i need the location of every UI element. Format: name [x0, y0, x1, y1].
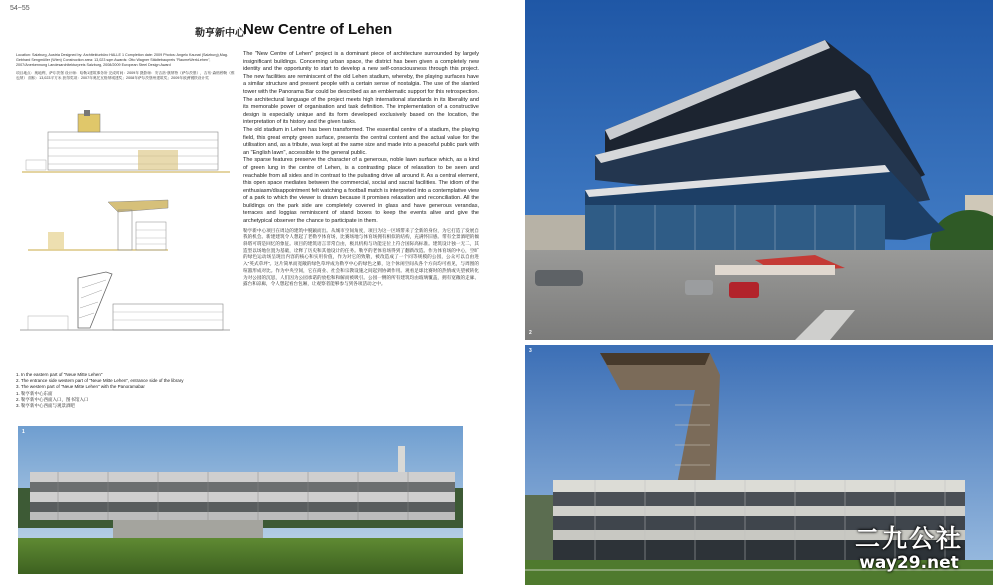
watermark [855, 525, 963, 573]
left-page [0, 0, 487, 585]
project-metadata [16, 53, 238, 81]
body-paragraph: The sparse features preserve the character of a generous, noble lawn surface which, as a kind of green lung in the centre of Lehen, is a contrasting place of relaxation to be seen and reachable from all sides and in contrast to the pulsating drive all around it. As a central element, this open space mediates between the commercial, social and sacral facilities. The idiom of the enthusiasm/disappointment felt watching a football match is interpreted into a contemplative view of a park to which the viewer is drawn because it promises relaxation and reconciliation. All the buildings on the park side are completely covered in glass and have generous verandas, terraces and loggias reminiscent of stand boxes to keep the events alive and give the archetypical observer the chance to participate in them. [243, 157, 479, 225]
title-chinese: 勒亨新中心 [195, 28, 245, 39]
photo-panoramabar [525, 345, 993, 585]
page-title: New Centre of Lehen [243, 21, 393, 38]
section-drawing-tower [18, 192, 234, 262]
caption: 2. 勒亨新中心西面入口，图书馆入口 [16, 396, 89, 402]
page-number: 54~55 [10, 5, 30, 12]
caption: 3. The western part of "Neue Mitte Lehen" with the Panoramabar [16, 384, 145, 390]
photo-entrance-west-image [525, 0, 993, 340]
elevation-drawing [18, 110, 234, 180]
body-text [243, 51, 479, 288]
watermark-url: way29.net [859, 553, 959, 573]
photo-number: 2 [529, 330, 532, 336]
photo-east-building-image [18, 426, 463, 574]
photo-captions [16, 372, 183, 409]
page-gutter [487, 0, 523, 585]
body-paragraph: The architectural language of the project meets high international standards in its liberality and its memorable power of organisation and task definition. The implementation of a constructive design is especially unique and its form developed exclusively based on the location, the interpretation of its history and the given tasks. [243, 96, 479, 126]
photo-east-building [18, 426, 463, 574]
caption: 1. 勒亨新中心东面 [16, 390, 53, 396]
photo-number: 3 [529, 348, 532, 354]
right-page [523, 0, 993, 585]
caption: 3. 勒亨新中心西面与观景酒吧 [16, 403, 76, 409]
section-drawing-slanted-tower [18, 268, 234, 338]
caption: 2. The entrance side western part of "Neue Mitte Lehen", entrance side of the library [16, 378, 184, 384]
metadata-chinese: 项目地点：奥地利，萨尔茨堡 设计师：哈勒1建筑事务所 完成时间：2009年 摄影师：安吉洛·康纳特（萨尔茨堡），吉布·森格穆勒（维也纳） 面积：13,023平方米 获得奖项：2007年奥托瓦格纳城建奖；2008年萨尔茨堡州建筑奖；2009年欧洲钢铁设计奖 [16, 71, 235, 80]
photo-entrance-west [525, 0, 993, 340]
body-paragraph-chinese: 勒亨新中心项目在周边的建筑中脱颖而出。从城市空间角度，项目为这一区域带来了全新的身份，为它打造了发展自我的机会。新建建筑令人想起了老勒亨体育场，比赛场地与体育场拥有相似的结构，充满怀旧感。带有全景酒吧的倾斜塔可谓是回忆的象征。项目的建筑语言非常自由，极具机构与功能定位上符合国际高标准。建筑设计独一无二，其造型以场地位置为基础，诠释了历史和其他设计的任务。勒亨的老体育场得到了翻新改造。作为体育场的中心，空旷的绿色运动场呈现出内容的核心和实用价值，作为对它的致敬，被改造成了一个同等规模的公园，公众可以自由进入"英式草坪"。这片简单而宽敞的绿色草坪成为勒亨中心的绿色之肺，这个休闲空间从各个方向均可看见，与周围的喧嚣形成对比。作为中央空间，它在商业、社会和宗教设施之间起到协调作用。观看足球比赛时的热情或失望被转化为对公园的沉思，人们因为公园承诺的放松和和解而被吸引。公园一侧的所有建筑均由玻璃覆盖，拥有宽敞的走廊、露台和凉廊，令人想起看台包厢，让观察者能够参与到各项活动之中。 [243, 227, 479, 287]
photo-number: 1 [22, 429, 25, 435]
body-paragraph: The old stadium in Lehen has been transformed. The essential centre of a stadium, the playing field, this great empty green surface, presents the central content and the actual value for the utilisation and, as a tribute, was kept at the same size and made into a peaceful public park with an "English lawn", accessible to the general public. [243, 126, 479, 156]
caption: 1. In the eastern part of "Neue Mitte Lehen" [16, 372, 103, 377]
watermark-chinese: 二九公社 [854, 524, 963, 553]
body-paragraph: The "New Centre of Lehen" project is a dominant piece of architecture surrounded by largely insignificant buildings. Concerning urban space, the district has been given a completely new identity and the opportunity to start to develop a new self-consciousness through this project. The new facilities are reminiscent of the old Lehen stadium, whereby, the playing surfaces have a similar structure and present people with a certain sense of nostalgia. The use of the slanted tower with the Panorama Bar could be described as an emblematic support for this retrospection. [243, 51, 480, 95]
metadata-english: Location: Salzburg, Austria Designed by: Architekturbüro HALLE 1 Completion date: 2009 Photos: Angelo Kaunat (Salzburg),Mag. Gebhard Sengmüller (Wien) Construction area: 13,023 sqm Awards: Otto Wagner Städtebaupreis "RaumeWerkLehen", 2007/Anerkennung Landesarchitekturpreis Salzburg, 2008/2009 European Steel Design Award [16, 53, 228, 67]
